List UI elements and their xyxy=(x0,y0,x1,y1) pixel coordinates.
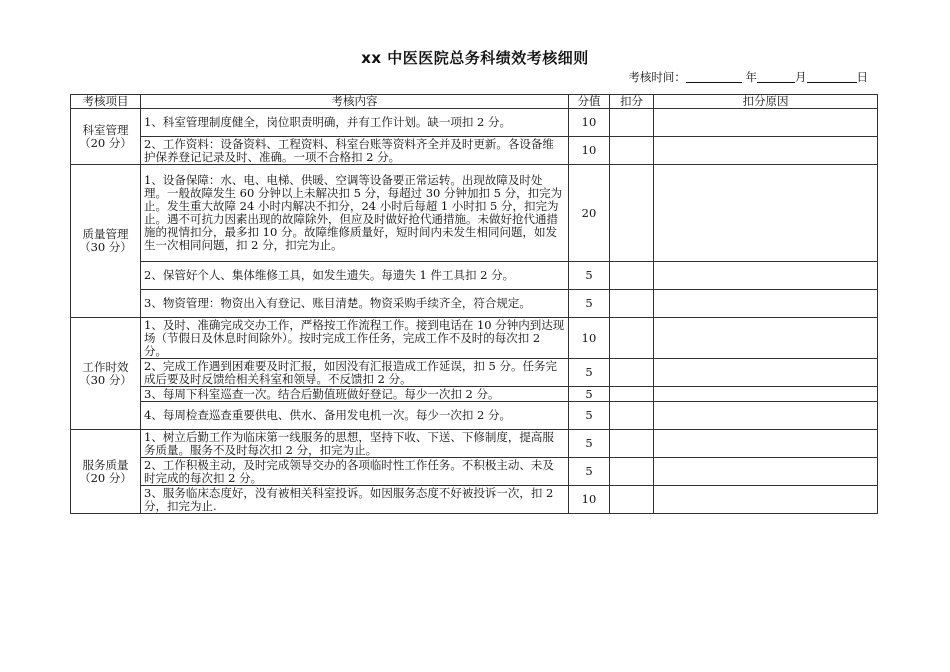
table-header-row xyxy=(71,95,878,109)
criterion-content: 4、每周检查巡查重要供电、供水、备用发电机一次。每少一次扣 2 分。 xyxy=(141,402,569,430)
page-title: xx 中医医院总务科绩效考核细则 xyxy=(361,49,589,67)
category-points: （20 分） xyxy=(79,470,132,485)
header-score: 分值 xyxy=(569,95,610,109)
date-label: 考核时间： xyxy=(628,70,686,84)
deduction-reason-cell[interactable] xyxy=(654,109,878,137)
date-blank-prefix[interactable] xyxy=(686,71,742,83)
category-name: 工作时效 xyxy=(82,359,129,374)
score-value: 10 xyxy=(569,137,610,165)
header-content: 考核内容 xyxy=(141,95,569,109)
deduction-cell[interactable] xyxy=(610,165,654,262)
deduction-cell[interactable] xyxy=(610,359,654,387)
score-value: 5 xyxy=(569,458,610,486)
deduction-reason-cell[interactable] xyxy=(654,290,878,318)
deduction-reason-cell[interactable] xyxy=(654,486,878,514)
deduction-cell[interactable] xyxy=(610,458,654,486)
score-value: 5 xyxy=(569,387,610,402)
month-label: 月 xyxy=(795,70,807,84)
category-cell xyxy=(71,165,141,318)
criterion-content: 2、工作资料：设备资料、工程资料、科室台账等资料齐全并及时更新。各设备维护保养登记记录及时、准确。一项不合格扣 2 分。 xyxy=(141,137,569,165)
table-row xyxy=(71,486,878,514)
score-value: 10 xyxy=(569,109,610,137)
criterion-content: 2、完成工作遇到困难要及时汇报，如因没有汇报造成工作延误，扣 5 分。任务完成后要及时反馈给相关科室和领导。不反馈扣 2 分。 xyxy=(141,359,569,387)
deduction-reason-cell[interactable] xyxy=(654,318,878,359)
table-row xyxy=(71,430,878,458)
table-row xyxy=(71,290,878,318)
header-category: 考核项目 xyxy=(71,95,141,109)
category-cell xyxy=(71,109,141,165)
category-cell xyxy=(71,318,141,430)
criterion-content: 2、保管好个人、集体维修工具，如发生遗失。每遗失 1 件工具扣 2 分。 xyxy=(141,262,569,290)
category-name: 质量管理 xyxy=(82,227,129,241)
category-name: 服务质量 xyxy=(82,457,129,472)
category-cell xyxy=(71,430,141,514)
criterion-content: 1、科室管理制度健全，岗位职责明确，并有工作计划。缺一项扣 2 分。 xyxy=(141,109,569,137)
year-label: 年 xyxy=(745,70,757,84)
criterion-content: 2、工作积极主动，及时完成领导交办的各项临时性工作任务。不积极主动、未及时完成的每次扣 2 分。 xyxy=(141,458,569,486)
score-value: 5 xyxy=(569,290,610,318)
table-row xyxy=(71,318,878,359)
deduction-cell[interactable] xyxy=(610,137,654,165)
deduction-reason-cell[interactable] xyxy=(654,262,878,290)
assessment-date-line xyxy=(628,69,868,85)
deduction-cell[interactable] xyxy=(610,262,654,290)
criterion-content: 1、设备保障：水、电、电梯、供暖、空调等设备要正常运转。出现故障及时处理。一般故障发生 60 分钟以上未解决扣 5 分，每超过 30 分钟加扣 5 分，扣完为止。发生重大故障 24 小时内解决不扣分，24 小时后每超 1 小时扣 5 分，扣完为止。遇不可抗力因素出现的故障除外，但应及时做好抢代通措施。未做好抢代通措施的视情扣分，最多扣 10 分。故障维修质量好，短时间内未发生相同问题，如发生一次相同问题，扣 2 分，扣完为止。 xyxy=(141,165,569,262)
day-blank[interactable] xyxy=(807,71,857,83)
table-row xyxy=(71,262,878,290)
table-row xyxy=(71,387,878,402)
table-row xyxy=(71,165,878,262)
deduction-cell[interactable] xyxy=(610,318,654,359)
table-row xyxy=(71,402,878,430)
deduction-cell[interactable] xyxy=(610,430,654,458)
table-row xyxy=(71,109,878,137)
criterion-content: 1、树立后勤工作为临床第一线服务的思想，坚持下收、下送、下修制度，提高服务质量。服务不及时每次扣 2 分，扣完为止。 xyxy=(141,430,569,458)
table-row xyxy=(71,359,878,387)
deduction-reason-cell[interactable] xyxy=(654,402,878,430)
score-value: 5 xyxy=(569,430,610,458)
month-blank[interactable] xyxy=(757,71,795,83)
deduction-reason-cell[interactable] xyxy=(654,359,878,387)
criterion-content: 3、服务临床态度好，没有被相关科室投诉。如因服务态度不好被投诉一次，扣 2 分，扣完为止. xyxy=(141,486,569,514)
criterion-content: 1、及时、准确完成交办工作，严格按工作流程工作。接到电话在 10 分钟内到达现场（节假日及休息时间除外）。按时完成工作任务，完成工作不及时的每次扣 2 分。 xyxy=(141,318,569,359)
deduction-cell[interactable] xyxy=(610,486,654,514)
category-points: （20 分） xyxy=(79,135,132,150)
table-row xyxy=(71,137,878,165)
category-points: （30 分） xyxy=(79,372,132,387)
criterion-content: 3、物资管理：物资出入有登记、账目清楚。物资采购手续齐全，符合规定。 xyxy=(141,290,569,318)
deduction-cell[interactable] xyxy=(610,387,654,402)
assessment-table xyxy=(70,94,878,514)
deduction-cell[interactable] xyxy=(610,290,654,318)
header-deduction-reason: 扣分原因 xyxy=(654,95,878,109)
score-value: 20 xyxy=(569,165,610,262)
deduction-reason-cell[interactable] xyxy=(654,387,878,402)
table-row xyxy=(71,458,878,486)
criterion-content: 3、每周下科室巡查一次。结合后勤值班做好登记。每少一次扣 2 分。 xyxy=(141,387,569,402)
deduction-reason-cell[interactable] xyxy=(654,430,878,458)
category-points: （30 分） xyxy=(79,240,132,254)
score-value: 5 xyxy=(569,359,610,387)
deduction-cell[interactable] xyxy=(610,402,654,430)
header-deduction: 扣分 xyxy=(610,95,654,109)
deduction-reason-cell[interactable] xyxy=(654,165,878,262)
score-value: 5 xyxy=(569,262,610,290)
score-value: 5 xyxy=(569,402,610,430)
category-name: 科室管理 xyxy=(82,122,129,137)
deduction-reason-cell[interactable] xyxy=(654,137,878,165)
score-value: 10 xyxy=(569,318,610,359)
score-value: 10 xyxy=(569,486,610,514)
day-label: 日 xyxy=(856,70,868,84)
deduction-reason-cell[interactable] xyxy=(654,458,878,486)
deduction-cell[interactable] xyxy=(610,109,654,137)
